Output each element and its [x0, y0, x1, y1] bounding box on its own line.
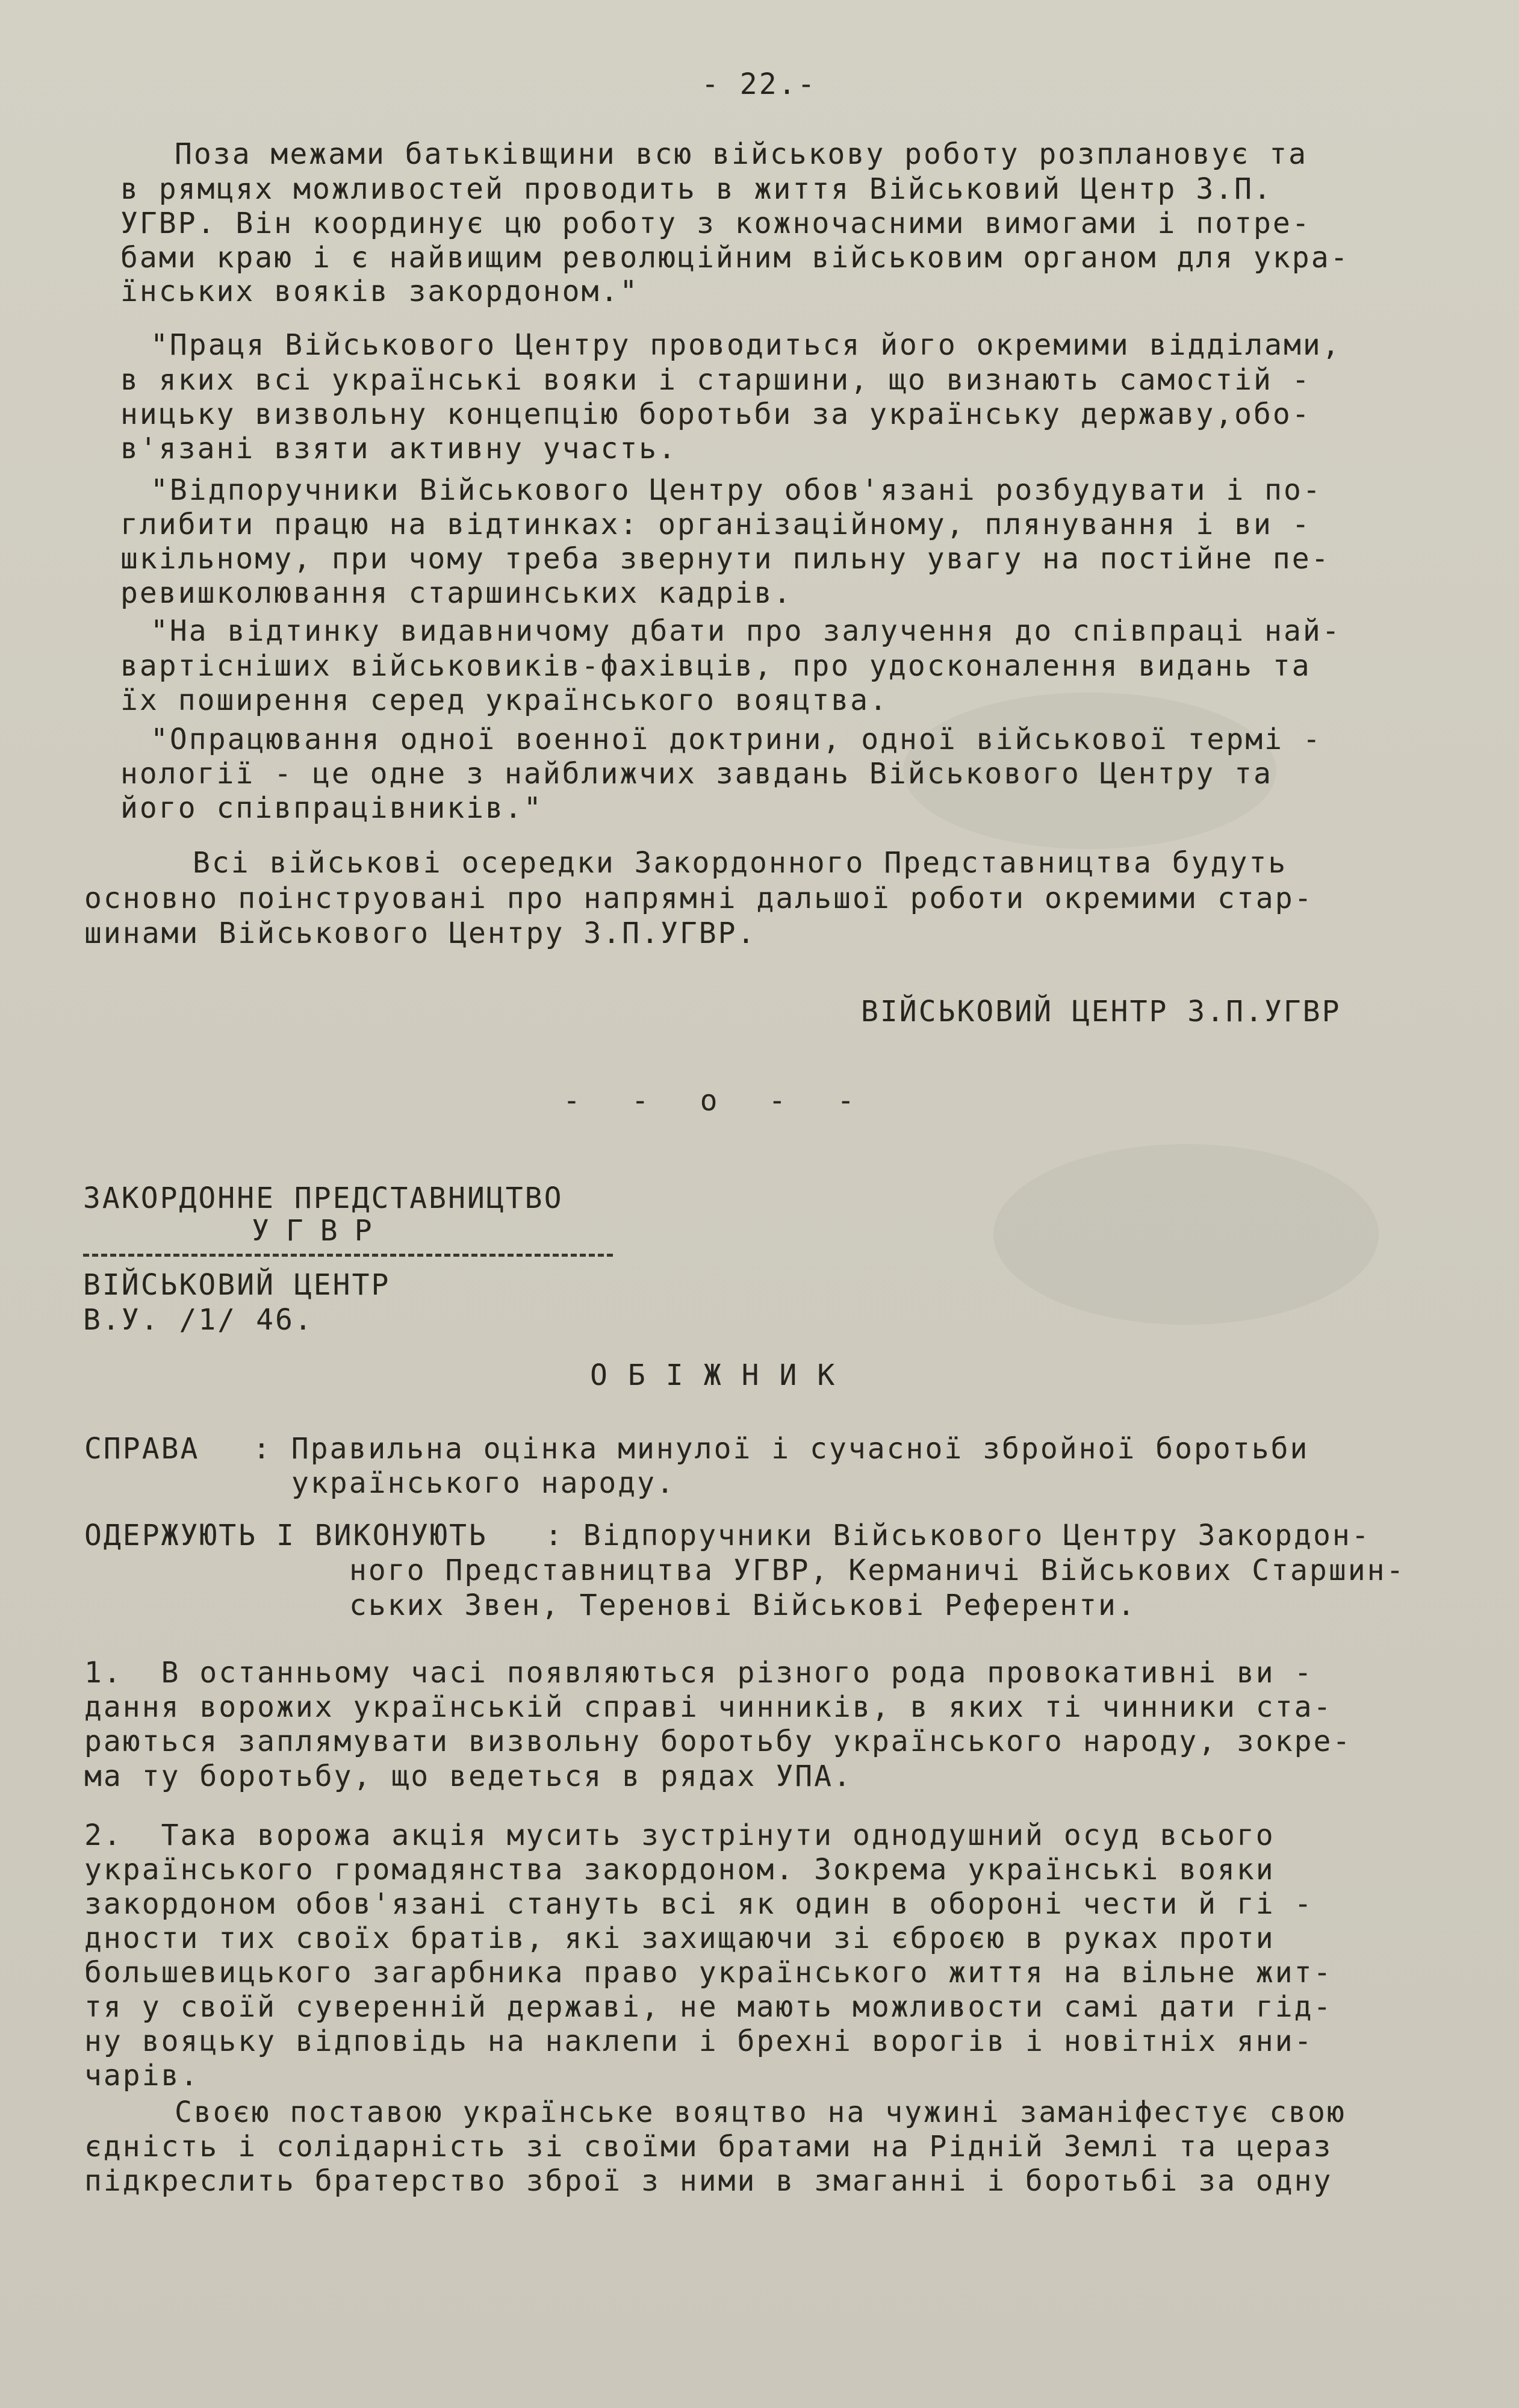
text-line: : Відпоручники Військового Центру Закордон- [545, 1519, 1371, 1552]
text-line: "Праця Військового Центру проводиться його окремими відділами, [151, 328, 1341, 362]
text-line: раються заплямувати визвольну боротьбу українського народу, зокре- [84, 1725, 1352, 1758]
text-line: "Опрацювання одної военної доктрини, одної військової термі - [151, 723, 1322, 756]
text-line: ного Представництва УГВР, Керманичі Військових Старшин- [349, 1554, 1406, 1587]
text-line: ревишколювання старшинських кадрів. [120, 576, 793, 610]
text-line: "На відтинку видавничому дбати про залучення до співпраці най- [151, 614, 1341, 648]
text-line: основно поінструовані про напрямні дальшої роботи окремими стар- [84, 882, 1314, 915]
text-line: єдність і солідарність зі своїми братами на Рідній Землі та цераз [84, 2130, 1333, 2164]
recipients-label: ОДЕРЖУЮТЬ І ВИКОНУЮТЬ [84, 1519, 488, 1552]
text-line: їх поширення серед українського вояцтва. [120, 683, 889, 717]
paper-smudge [993, 1144, 1379, 1325]
text-line: нології - це одне з найближчих завдань Військового Центру та [120, 757, 1273, 791]
text-line: чарів. [84, 2059, 200, 2092]
signature: ВІЙСЬКОВИЙ ЦЕНТР З.П.УГВР [861, 995, 1341, 1028]
text-line: ну вояцьку відповідь на наклепи і брехні ворогів і новітніх яни- [84, 2024, 1314, 2058]
text-line: підкреслить братерство зброї з ними в змаганні і боротьбі за одну [84, 2164, 1333, 2198]
text-line: Всі військові осередки Закордонного Представництва будуть [193, 846, 1288, 880]
text-line: в яких всі українські вояки і старшини, що визнають самостій - [120, 363, 1311, 397]
text-line: УГВР. Він координує цю роботу з кожночасними вимогами і потре- [120, 207, 1311, 240]
document-type-title: ОБІЖНИК [590, 1358, 856, 1392]
text-line: дання ворожих українській справі чинників, в яких ті чинники ста- [84, 1690, 1333, 1724]
text-line: його співпрацівників." [120, 791, 543, 825]
text-line: 1. В останньому часі появляються різного рода провокативні ви - [84, 1656, 1314, 1690]
text-line: глибити працю на відтинках: організаційному, плянування і ви - [120, 508, 1311, 541]
header-organization: ЗАКОРДОННЕ ПРЕДСТАВНИЦТВО [83, 1181, 564, 1215]
text-line: ма ту боротьбу, що ведеться в рядах УПА. [84, 1759, 853, 1793]
text-line: закордоном обов'язані стануть всі як один в обороні чести й гі - [84, 1887, 1314, 1921]
subject-label: СПРАВА [84, 1432, 200, 1466]
text-line: українського народу. [291, 1466, 676, 1500]
text-line: шинами Військового Центру З.П.УГВР. [84, 916, 757, 950]
text-line: Своєю поставою українське вояцтво на чужині заманіфестує свою [175, 2095, 1346, 2129]
text-line: большевицького загарбника право українського життя на вільне жит- [84, 1956, 1333, 1990]
page-number: - 22.- [701, 67, 817, 101]
text-line: дности тих своїх братів, які захищаючи зі єброєю в руках проти [84, 1921, 1275, 1955]
text-line: : Правильна оцінка минулої і сучасної збройної боротьби [253, 1432, 1309, 1466]
text-line: вартісніших військовиків-фахівців, про удосконалення видань та [120, 649, 1311, 683]
header-reference: В.У. /1/ 46. [83, 1303, 314, 1337]
header-ugvr: УГВР [252, 1214, 389, 1248]
text-line: їнських вояків закордоном." [120, 275, 639, 308]
text-line: "Відпоручники Військового Центру обов'язані розбудувати і по- [151, 473, 1322, 507]
divider: - - o - - [563, 1084, 872, 1118]
text-line: українського громадянства закордоном. Зокрема українські вояки [84, 1853, 1275, 1887]
text-line: 2. Така ворожа акція мусить зустрінути однодушний осуд всього [84, 1818, 1275, 1852]
text-line: тя у своїй суверенній державі, не мають можливости самі дати гід- [84, 1990, 1333, 2024]
text-line: в рямцях можливостей проводить в життя Військовий Центр З.П. [120, 172, 1273, 206]
text-line: бами краю і є найвищим революційним військовим органом для укра- [120, 241, 1350, 275]
text-line: ських Звен, Теренові Військові Референти. [349, 1588, 1137, 1622]
text-line: шкільному, при чому треба звернути пильну увагу на постійне пе- [120, 542, 1331, 576]
header-underline [83, 1254, 613, 1257]
text-line: ницьку визвольну концепцію боротьби за українську державу,обо- [120, 397, 1311, 431]
header-department: ВІЙСЬКОВИЙ ЦЕНТР [83, 1268, 391, 1302]
text-line: в'язані взяти активну участь. [120, 432, 678, 465]
text-line: Поза межами батьківщини всю військову роботу розплановує та [175, 137, 1308, 171]
